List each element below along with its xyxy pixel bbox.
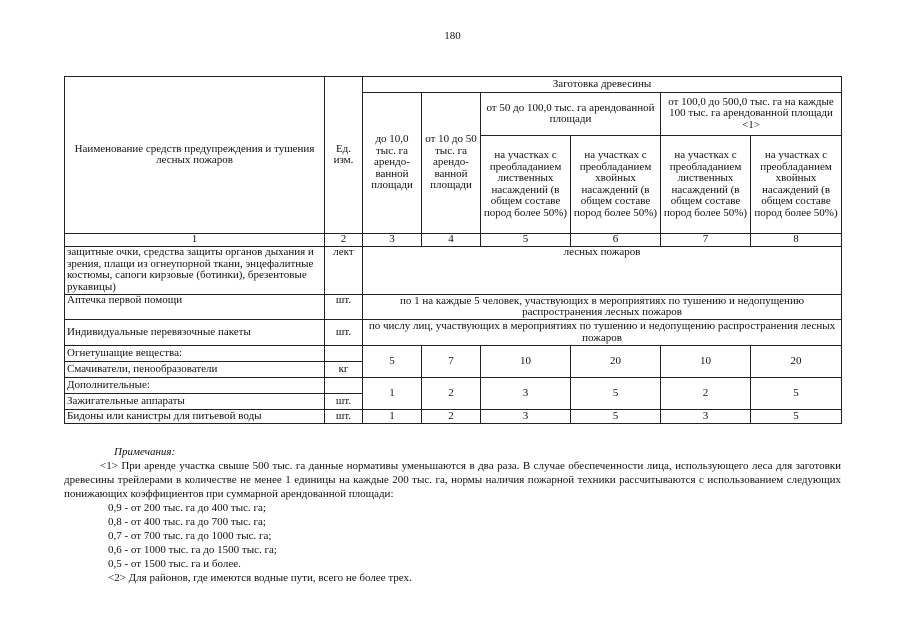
row-value: 5 — [571, 378, 661, 410]
row-span-text: по 1 на каждые 5 человек, участвующих в мероприятиях по тушению и недопущению распространения лесных пожаров — [363, 295, 842, 320]
row-value: 7 — [422, 346, 481, 378]
coefficient-item: 0,7 - от 700 тыс. га до 1000 тыс. га; — [108, 530, 272, 542]
row-span-text: лесных пожаров — [363, 247, 842, 295]
row-value: 20 — [751, 346, 842, 378]
table-row — [65, 410, 842, 424]
row-value: 5 — [751, 410, 842, 424]
row-name: Индивидуальные перевязочные пакеты — [65, 320, 325, 346]
table-row — [65, 320, 842, 346]
col-number: 4 — [422, 234, 481, 247]
row-unit: шт. — [325, 410, 363, 424]
row-value: 10 — [481, 346, 571, 378]
coefficient-item: 0,8 - от 400 тыс. га до 700 тыс. га; — [108, 516, 266, 528]
row-value: 2 — [422, 378, 481, 410]
row-name: Аптечка первой помощи — [65, 295, 325, 320]
col-number: 8 — [751, 234, 842, 247]
row-unit: шт. — [325, 320, 363, 346]
note-2: <2> Для районов, где имеются водные пути, всего не более трех. — [108, 572, 412, 584]
table-row — [65, 346, 842, 362]
header-group-100-500: от 100,0 до 500,0 тыс. га на каждые 100 тыс. га арендованной площади <1> — [661, 93, 842, 136]
header-harvest: Заготовка древесины — [363, 77, 842, 93]
row-name: защитные очки, средства защиты органов дыхания и зрения, плащи из огнеупорной ткани, энцефалитные костюмы, сапоги кирзовые (ботинки), брезентовые рукавицы) — [65, 247, 325, 295]
coefficient-item: 0,5 - от 1500 тыс. га и более. — [108, 558, 241, 570]
row-value: 20 — [571, 346, 661, 378]
header-group-50-100: от 50 до 100,0 тыс. га арендованной площади — [481, 93, 661, 136]
row-value: 3 — [481, 378, 571, 410]
row-name: Зажигательные аппараты — [65, 394, 325, 410]
notes-section — [64, 445, 841, 585]
table-row — [65, 247, 842, 295]
coefficient-item: 0,6 - от 1000 тыс. га до 1500 тыс. га; — [108, 544, 277, 556]
row-value: 2 — [661, 378, 751, 410]
header-col-6: на участках с преобладанием хвойных насаждений (в общем составе пород более 50%) — [571, 136, 661, 234]
column-numbers-row — [65, 234, 842, 247]
row-value: 10 — [661, 346, 751, 378]
header-name: Наименование средств предупреждения и тушения лесных пожаров — [65, 77, 325, 234]
header-col-4: от 10 до 50 тыс. га арендо-ванной площади — [422, 93, 481, 234]
row-value: 1 — [363, 410, 422, 424]
fire-equipment-norms-table — [64, 76, 842, 424]
col-number: 1 — [65, 234, 325, 247]
header-unit: Ед. изм. — [325, 77, 363, 234]
row-value: 2 — [422, 410, 481, 424]
table-row — [65, 295, 842, 320]
table-row — [65, 378, 842, 394]
note-1: <1> При аренде участка свыше 500 тыс. га данные нормативы уменьшаются в два раза. В случае обеспеченности лица, использующего леса для заготовки древесины трейлерами в количестве не менее 1 единицы на каждые 200 тыс. га, нормы наличия пожарной техники рассчитываются с использованием следующих понижающих коэффициентов при суммарной арендованной площади: — [64, 460, 841, 500]
header-col-7: на участках с преобладанием лиственных насаждений (в общем составе пород более 50%) — [661, 136, 751, 234]
row-name: Огнетушащие вещества: — [65, 346, 325, 362]
row-unit-empty — [325, 378, 363, 394]
row-name: Дополнительные: — [65, 378, 325, 394]
row-value: 5 — [571, 410, 661, 424]
header-col-5: на участках с преобладанием лиственных насаждений (в общем составе пород более 50%) — [481, 136, 571, 234]
row-name: Смачиватели, пенообразователи — [65, 362, 325, 378]
row-value: 5 — [363, 346, 422, 378]
row-name: Бидоны или канистры для питьевой воды — [65, 410, 325, 424]
coefficient-item: 0,9 - от 200 тыс. га до 400 тыс. га; — [108, 502, 266, 514]
header-col-8: на участках с преобладанием хвойных насаждений (в общем составе пород более 50%) — [751, 136, 842, 234]
row-value: 5 — [751, 378, 842, 410]
col-number: 3 — [363, 234, 422, 247]
header-col-3: до 10,0 тыс. га арендо-ванной площади — [363, 93, 422, 234]
col-number: 6 — [571, 234, 661, 247]
row-value: 3 — [481, 410, 571, 424]
row-span-text: по числу лиц, участвующих в мероприятиях по тушению и недопущению распространения лесных пожаров — [363, 320, 842, 346]
row-unit: шт. — [325, 394, 363, 410]
row-unit: кг — [325, 362, 363, 378]
row-unit-empty — [325, 346, 363, 362]
notes-title: Примечания: — [114, 446, 176, 458]
col-number: 2 — [325, 234, 363, 247]
col-number: 5 — [481, 234, 571, 247]
row-unit: лект — [325, 247, 363, 295]
row-unit: шт. — [325, 295, 363, 320]
row-value: 3 — [661, 410, 751, 424]
row-value: 1 — [363, 378, 422, 410]
page-number: 180 — [444, 30, 461, 42]
col-number: 7 — [661, 234, 751, 247]
